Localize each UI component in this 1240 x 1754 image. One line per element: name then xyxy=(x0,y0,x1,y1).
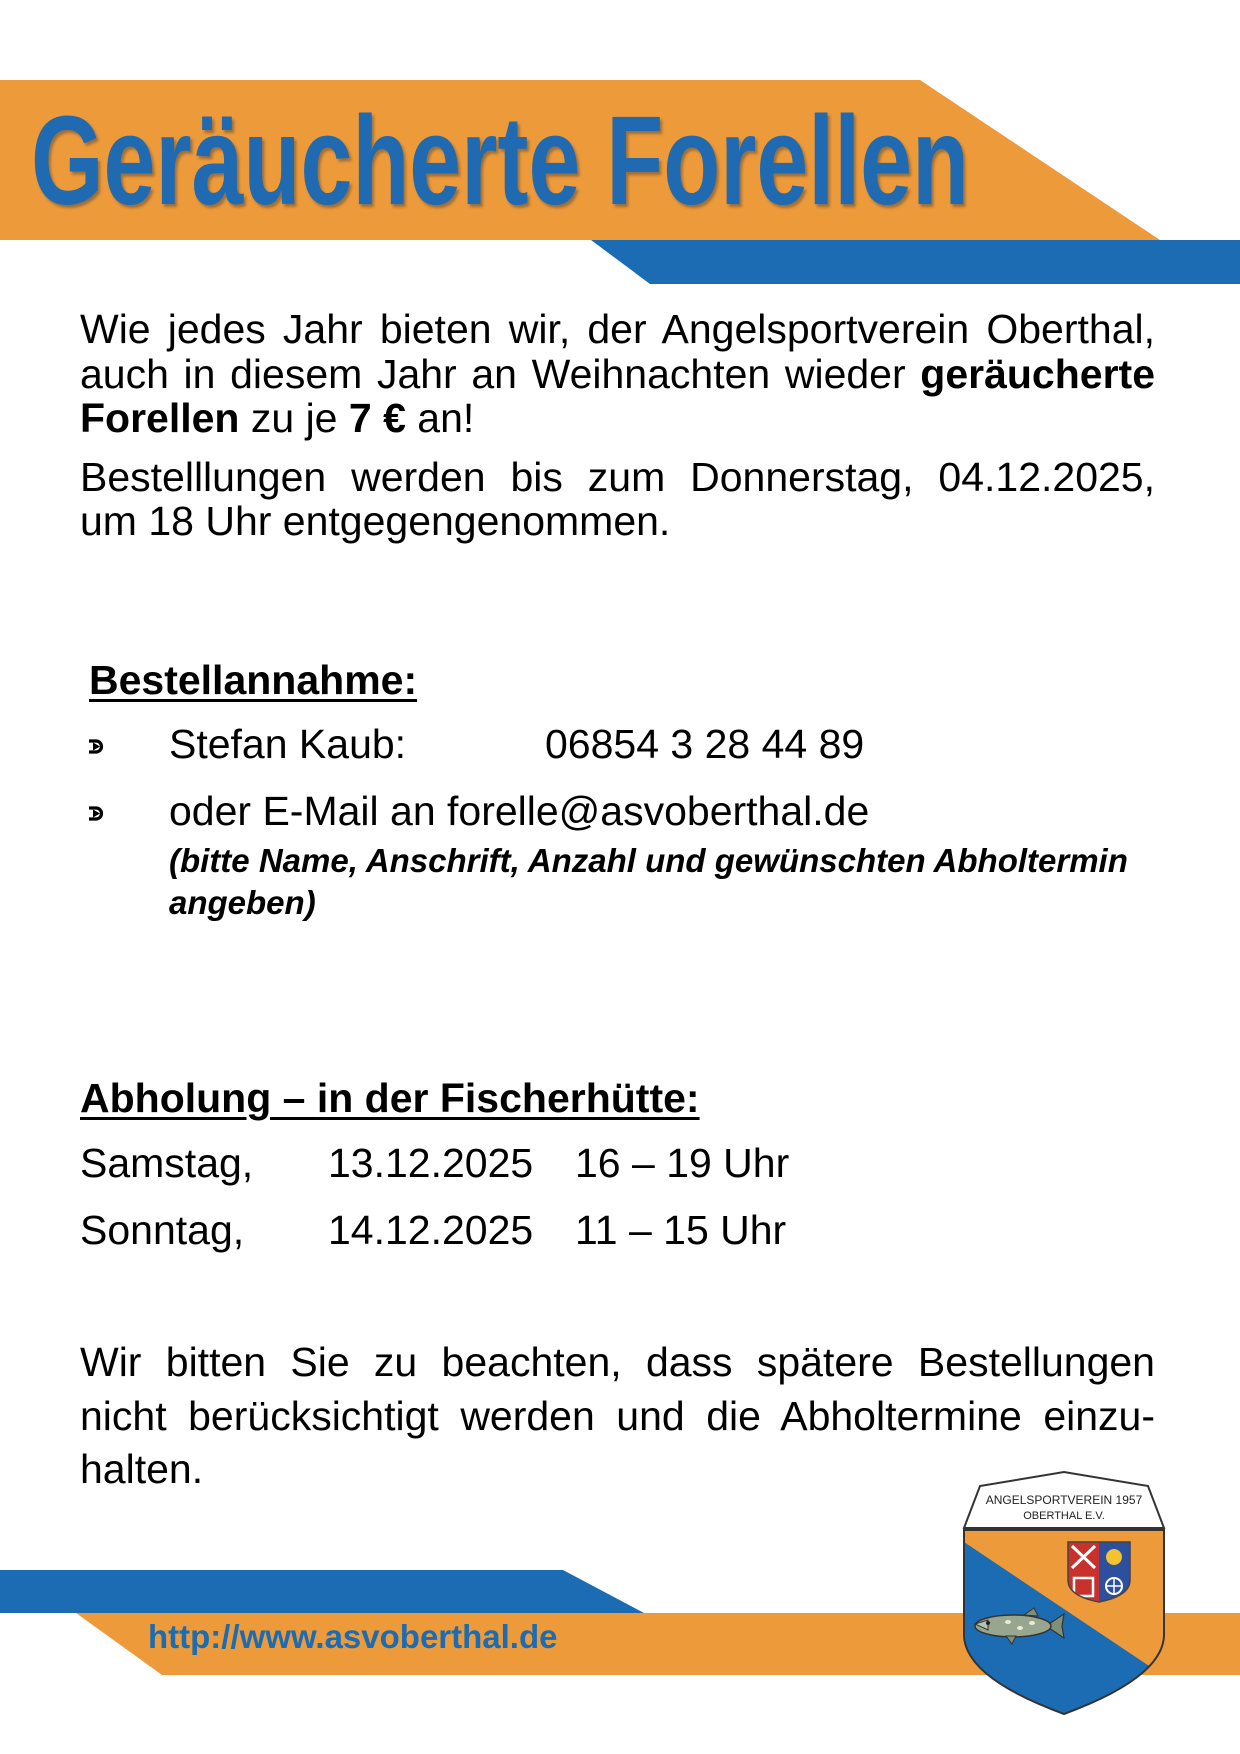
phone-contact-label: Stefan Kaub: xyxy=(169,721,407,767)
pickup-day: Sonntag, xyxy=(80,1207,245,1253)
pickup-date: 14.12.2025 xyxy=(328,1207,534,1253)
intro-text: an! xyxy=(405,395,475,441)
pickup-time: 11 – 15 Uhr xyxy=(575,1207,787,1253)
deadline-line-2: um 18 Uhr entgegengenommen. xyxy=(80,498,671,544)
phone-number[interactable]: 06854 3 28 44 89 xyxy=(545,721,865,767)
intro-highlight: Forellen xyxy=(80,395,240,441)
footer-blue-band xyxy=(0,1570,644,1613)
intro-line-3 xyxy=(80,396,1155,441)
logo-text-line-1: ANGELSPORTVEREIN 1957 xyxy=(985,1493,1143,1507)
intro-line-2 xyxy=(80,352,1155,397)
website-link[interactable]: http://www.asvoberthal.de xyxy=(148,1618,558,1655)
header-blue-band xyxy=(591,240,1240,284)
price: 7 € xyxy=(348,395,406,441)
closing-line-2: nicht berücksichtigt werden und die Abholtermine einzu- xyxy=(80,1392,1155,1439)
intro-line-1: Wie jedes Jahr bieten wir, der Angelsportverein Oberthal, xyxy=(80,306,1155,352)
arrow-bullet-icon xyxy=(87,738,107,755)
pickup-heading: Abholung – in der Fischerhütte: xyxy=(80,1074,700,1121)
intro-text: auch in diesem Jahr an Weihnachten wieder xyxy=(80,350,921,397)
pickup-day: Samstag, xyxy=(80,1140,254,1186)
intro-text: zu je xyxy=(239,395,349,441)
closing-line-1: Wir bitten Sie zu beachten, dass spätere Bestellungen xyxy=(80,1339,1155,1385)
closing-line-3: halten. xyxy=(80,1446,204,1492)
email-prefix: oder E-Mail an xyxy=(169,788,448,834)
coat-of-arms-icon xyxy=(1068,1542,1130,1604)
deadline-line-1: Bestelllungen werden bis zum Donnerstag, 04.12.2025, xyxy=(80,453,1155,500)
intro-highlight: geräucherte xyxy=(920,350,1155,397)
pickup-date: 13.12.2025 xyxy=(328,1140,534,1186)
pickup-time: 16 – 19 Uhr xyxy=(575,1140,790,1186)
page-title: Geräucherte Forellen xyxy=(31,90,969,231)
email-link[interactable]: forelle@asvoberthal.de xyxy=(447,788,870,834)
email-contact xyxy=(169,789,869,834)
logo-text-line-2: OBERTHAL E.V. xyxy=(1023,1510,1105,1522)
logo-banner xyxy=(964,1472,1164,1528)
club-logo xyxy=(958,1468,1170,1716)
orders-heading: Bestellannahme: xyxy=(89,656,418,703)
order-note-line-1: (bitte Name, Anschrift, Anzahl und gewünschten Abholtermin xyxy=(169,841,1128,879)
order-note-line-2: angeben) xyxy=(169,883,316,921)
arrow-bullet-icon xyxy=(87,805,107,822)
